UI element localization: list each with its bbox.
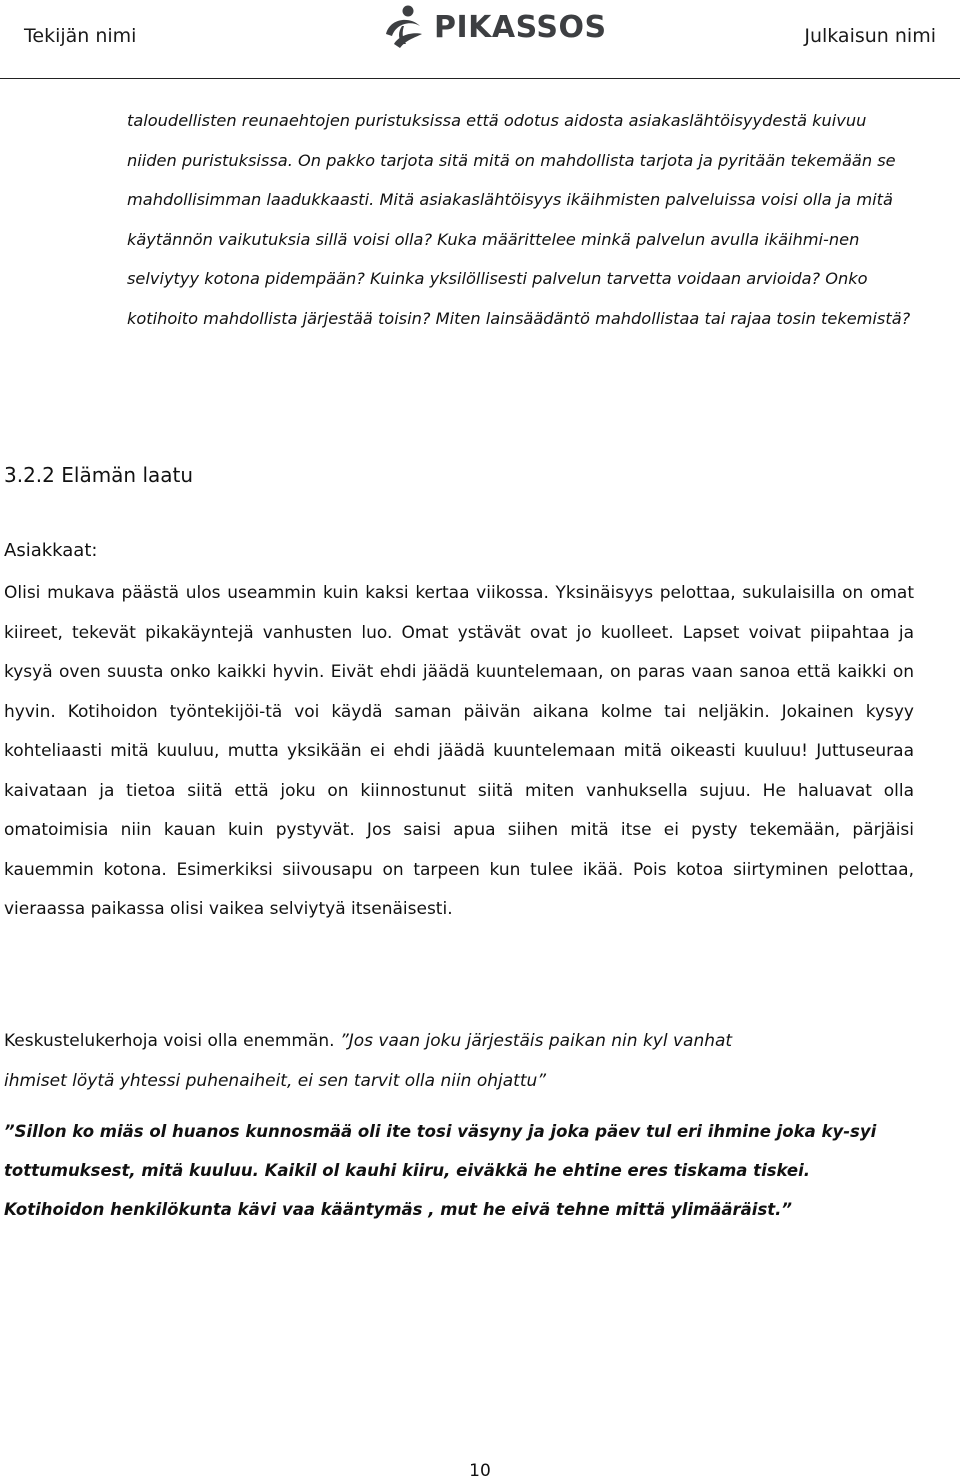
clients-label: Asiakkaat: (4, 540, 98, 561)
author-name: Tekijän nimi (24, 25, 137, 47)
header-divider (0, 78, 960, 79)
spouse-quote-text: ”Sillon ko miäs ol huanos kunnosmää oli ite tosi väsyny ja joka päev tul eri ihmine joka ky-syi tottumuksest, mitä kuuluu. Kaikil ol kauhi kiiru, eiväkkä he ehtine eres tiskama tiskei. Kotihoidon henkilökunta kävi vaa kääntymäs , mut he eivä tehne mittä ylimääräist.” (4, 1122, 877, 1219)
quote-line-2: ihmiset löytä yhtessi puhenaiheit, ei sen tarvit olla niin ohjattu” (4, 1071, 547, 1091)
spouse-quote (4, 1112, 916, 1229)
publication-name: Julkaisun nimi (804, 25, 936, 47)
person-swirl-logo-icon (380, 4, 428, 50)
quote-line-1 (4, 1021, 919, 1061)
clients-paragraph (4, 574, 914, 930)
intro-paragraph (127, 101, 917, 338)
quote-lead: Keskustelukerhoja voisi olla enemmän. (4, 1031, 335, 1051)
discussion-club-quote (4, 1021, 919, 1101)
logo-wordmark: PIKASSOS (434, 9, 607, 45)
section-heading: 3.2.2 Elämän laatu (4, 463, 194, 487)
intro-text: taloudellisten reunaehtojen puristuksissa että odotus aidosta asiakaslähtöisyydestä kuivuu niiden puristuksissa. On pakko tarjota sitä mitä on mahdollista tarjota ja pyritään tekemään se mahdollisimman laadukkaasti. Mitä asiakaslähtöisyys ikäihmisten palveluissa voisi olla ja mitä käytännön vaikutuksia sillä voisi olla? Kuka määrittelee minkä palvelun avulla ikäihmi-nen selviytyy kotona pidempään? Kuinka yksilöllisesti palvelun tarvetta voidaan arvioida? Onko kotihoito mahdollista järjestää toisin? Miten lainsäädäntö mahdollistaa tai rajaa tosin tekemistä? (127, 111, 911, 328)
page-number: 10 (469, 1461, 491, 1481)
page-header (0, 0, 960, 80)
pikassos-logo (380, 2, 607, 52)
quote-start: ”Jos vaan joku järjestäis paikan nin kyl vanhat (334, 1031, 733, 1051)
clients-text: Olisi mukava päästä ulos useammin kuin kaksi kertaa viikossa. Yksinäisyys pelottaa, sukulaisilla on omat kiireet, tekevät pikakäyntejä vanhusten luo. Omat ystävät ovat jo kuolleet. Lapset voivat piipahtaa ja kysyä oven suusta onko kaikki hyvin. Eivät ehdi jäädä kuuntelemaan, on paras vaan sanoa että kaikki on hyvin. Kotihoidon työntekijöi-tä voi käydä saman päivän aikana kolme tai neljäkin. Jokainen kysyy kohteliaasti mitä kuuluu, mutta yksikään ei ehdi jäädä kuuntelemaan mitä oikeasti kuuluu! Juttuseuraa kaivataan ja tietoa siitä että joku on kiinnostunut siitä miten vanhuksella sujuu. He haluavat olla omatoimisia niin kauan kuin pystyvät. Jos saisi apua siihen mitä itse ei pysty tekemään, pärjäisi kauemmin kotona. Esimerkiksi siivousapu on tarpeen kun tulee ikää. Pois kotoa siirtyminen pelottaa, vieraassa paikassa olisi vaikea selviytyä itsenäisesti. (4, 583, 914, 919)
